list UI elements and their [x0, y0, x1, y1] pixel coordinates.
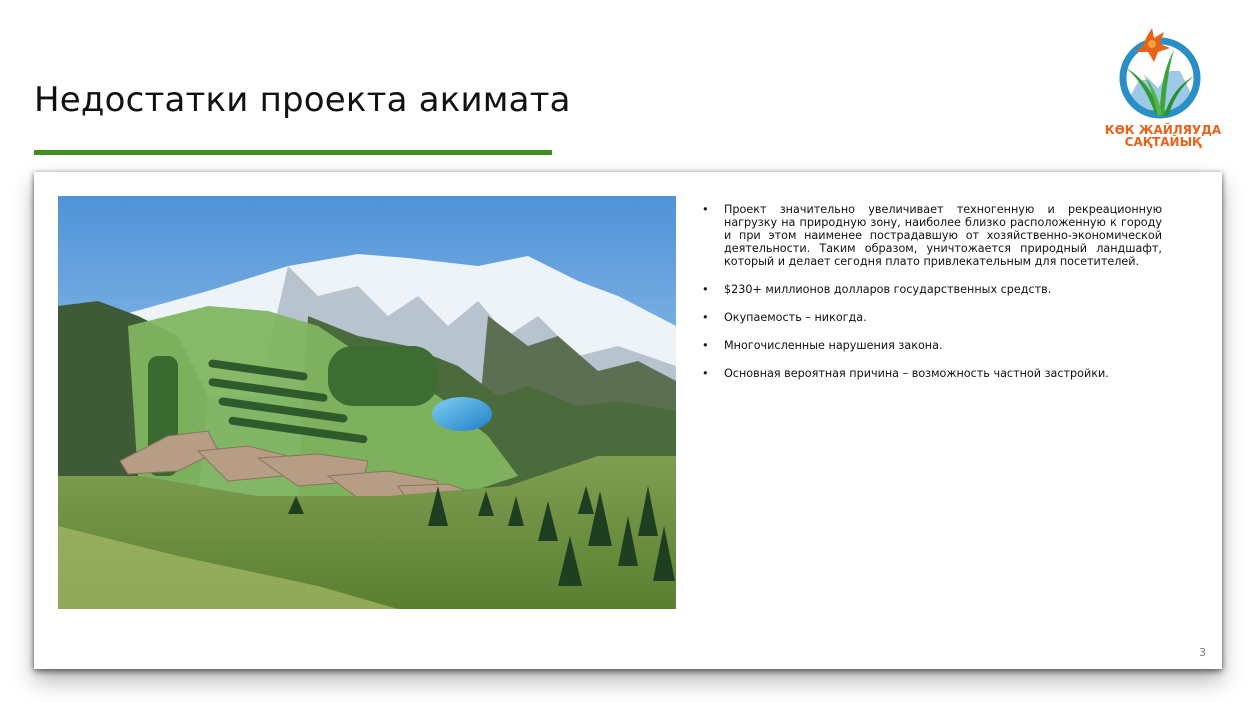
slide-number: 3 [1199, 646, 1206, 659]
list-item: • Многочисленные нарушения закона. [702, 339, 1162, 352]
list-item: • Окупаемость – никогда. [702, 311, 1162, 324]
slide-title: Недостатки проекта акимата [34, 80, 571, 120]
list-item: • $230+ миллионов долларов государственных средств. [702, 283, 1162, 296]
logo-emblem-icon [1098, 18, 1228, 124]
logo-text-line1: КӨК ЖАЙЛЯУДА [1104, 123, 1222, 137]
logo-text-line2: САҚТАЙЫҚ [1124, 135, 1202, 149]
bullet-list [702, 203, 1162, 395]
content-panel [34, 172, 1222, 669]
title-underline [34, 150, 552, 155]
list-item: • Проект значительно увеличивает техногенную и рекреационную нагрузку на природную зону, наиболее близко расположенную к городу и при этом наименее пострадавшую от хозяйственно-экономической деятельности. Таким образом, уничтожается природный ландшафт, который и делает сегодня плато привлекательным для посетителей. [702, 203, 1162, 268]
logo-text [1098, 124, 1228, 148]
list-item: • Основная вероятная причина – возможность частной застройки. [702, 367, 1162, 380]
organization-logo [1098, 18, 1228, 158]
resort-project-rendering-image [58, 196, 676, 609]
